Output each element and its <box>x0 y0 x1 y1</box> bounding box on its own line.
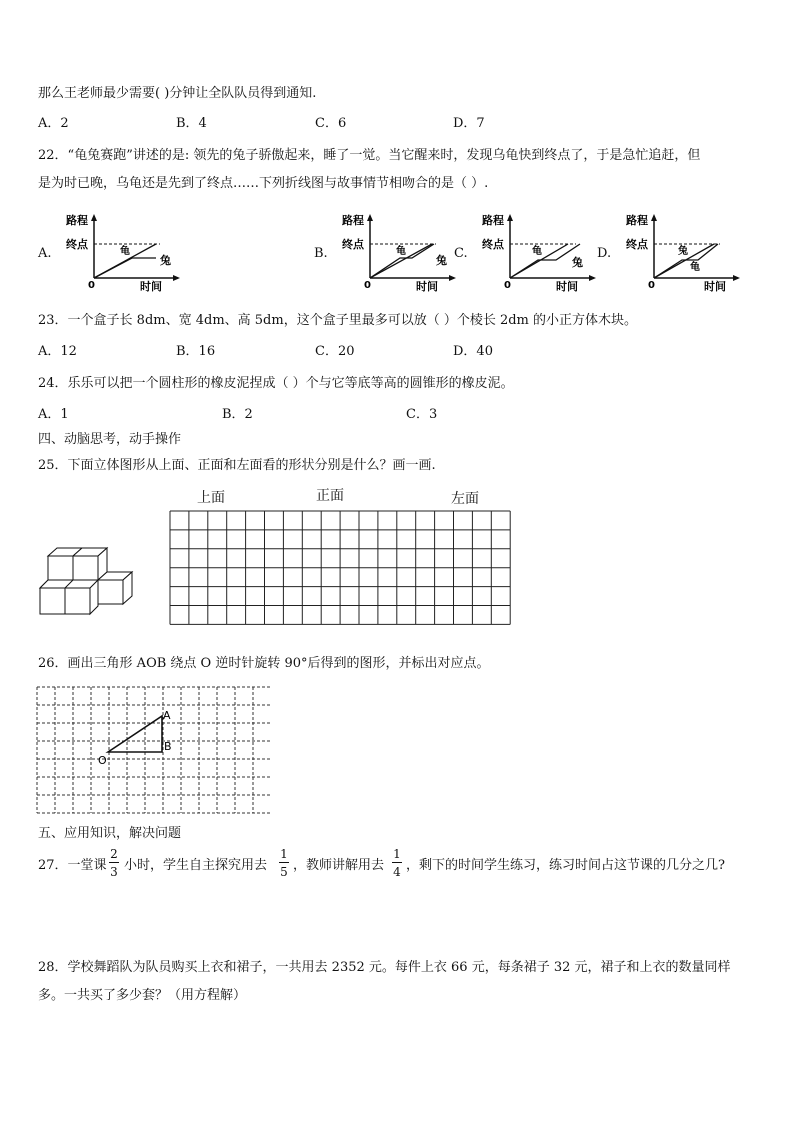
point-b-label: B <box>164 740 172 753</box>
q28-line1: 28．学校舞蹈队为队员购买上衣和裙子，一共用去 2352 元。每件上衣 66 元，每条裙子 32 元，裙子和上衣的数量同样 <box>38 960 731 975</box>
graph-a-tortoise: 龟 <box>120 246 130 257</box>
q23-option-d[interactable]: D．40 <box>453 344 493 359</box>
graph-a-origin: 0 <box>88 280 95 291</box>
point-a-label: A <box>163 709 171 722</box>
graph-c-finish: 终点 <box>482 238 504 251</box>
q27-frac3-den: 4 <box>393 865 401 879</box>
graph-c-rabbit: 兔 <box>572 256 583 269</box>
graph-b-xlabel: 时间 <box>416 280 438 293</box>
graph-c-tortoise: 龟 <box>532 246 542 257</box>
q22-graph-d <box>620 210 740 294</box>
q27-frac2-bar <box>279 862 289 863</box>
q27-part4: ，剩下的时间学生练习，练习时间占这节课的几分之几? <box>406 858 725 873</box>
q21-option-a[interactable]: A．2 <box>38 116 69 131</box>
q22-line1: 22．“龟兔赛跑”讲述的是: 领先的兔子骄傲起来，睡了一觉。当它醒来时，发现乌龟快到终点了，于是急忙追赶，但 <box>38 148 701 163</box>
triangle-aob <box>108 716 162 752</box>
graph-a-xlabel: 时间 <box>140 280 162 293</box>
q23-option-c[interactable]: C．20 <box>315 344 355 359</box>
q22-graph-b <box>336 210 456 294</box>
graph-d-xlabel: 时间 <box>704 280 726 293</box>
q22-option-a-label[interactable]: A. <box>38 246 52 261</box>
section-5-title: 五、应用知识，解决问题 <box>38 826 182 841</box>
q27-part3: ，教师讲解用去 <box>293 858 385 873</box>
q23-option-a[interactable]: A．12 <box>38 344 77 359</box>
q25-drawing-grid[interactable] <box>169 510 512 640</box>
q24-option-b[interactable]: B．2 <box>222 407 253 422</box>
q22-option-c-label[interactable]: C. <box>454 246 468 261</box>
q26-rotation-grid[interactable] <box>36 686 270 818</box>
graph-c-ylabel: 路程 <box>482 214 504 227</box>
point-o-label: O <box>98 754 107 767</box>
q27-part2: 小时，学生自主探究用去 <box>124 858 268 873</box>
q25-view-front: 正面 <box>316 488 344 504</box>
q23-option-b[interactable]: B．16 <box>176 344 216 359</box>
q21-option-d[interactable]: D．7 <box>453 116 485 131</box>
q25-stem: 25．下面立体图形从上面、正面和左面看的形状分别是什么？画一画. <box>38 458 436 473</box>
graph-d-tortoise: 龟 <box>690 262 700 273</box>
q27-frac2-num: 1 <box>280 847 288 861</box>
q24-option-a[interactable]: A．1 <box>38 407 69 422</box>
q25-view-top: 上面 <box>197 490 225 506</box>
graph-b-origin: 0 <box>364 280 371 291</box>
q28-line2: 多。一共买了多少套？（用方程解） <box>38 988 247 1003</box>
q25-cube-stack <box>38 546 138 618</box>
q21-option-b[interactable]: B．4 <box>176 116 207 131</box>
section-4-title: 四、动脑思考，动手操作 <box>38 432 182 447</box>
graph-b-ylabel: 路程 <box>342 214 364 227</box>
graph-d-finish: 终点 <box>626 238 648 251</box>
graph-b-rabbit: 兔 <box>436 254 447 267</box>
q22-option-d-label[interactable]: D. <box>597 246 612 261</box>
q27-frac1-den: 3 <box>110 865 118 879</box>
q27-frac3-bar <box>392 862 402 863</box>
q27-frac2-den: 5 <box>280 865 288 879</box>
graph-c-origin: 0 <box>504 280 511 291</box>
q24-stem: 24．乐乐可以把一个圆柱形的橡皮泥捏成（ ）个与它等底等高的圆锥形的橡皮泥。 <box>38 376 514 391</box>
q27-frac3-num: 1 <box>393 847 401 861</box>
q22-option-b-label[interactable]: B. <box>314 246 328 261</box>
q21-option-c[interactable]: C．6 <box>315 116 347 131</box>
graph-a-ylabel: 路程 <box>66 214 88 227</box>
graph-b-finish: 终点 <box>342 238 364 251</box>
q23-stem: 23．一个盒子长 8dm、宽 4dm、高 5dm，这个盒子里最多可以放（ ）个棱长 2dm 的小正方体木块。 <box>38 313 638 328</box>
q22-line2: 是为时已晚，乌龟还是先到了终点……下列折线图与故事情节相吻合的是（ ）. <box>38 176 489 191</box>
graph-c-xlabel: 时间 <box>556 280 578 293</box>
graph-d-rabbit: 兔 <box>678 246 688 257</box>
q26-stem: 26．画出三角形 AOB 绕点 O 逆时针旋转 90°后得到的图形，并标出对应点。 <box>38 656 490 671</box>
graph-b-tortoise: 龟 <box>396 246 406 257</box>
graph-d-ylabel: 路程 <box>626 214 648 227</box>
q25-view-left: 左面 <box>451 491 479 507</box>
q27-part1: 27．一堂课 <box>38 858 107 873</box>
q22-graph-a <box>60 210 180 294</box>
q22-graph-c <box>476 210 596 294</box>
graph-a-finish: 终点 <box>66 238 88 251</box>
q21-stem: 那么王老师最少需要( )分钟让全队队员得到通知. <box>38 86 317 101</box>
graph-a-rabbit: 兔 <box>160 254 171 267</box>
graph-d-origin: 0 <box>648 280 655 291</box>
q24-option-c[interactable]: C．3 <box>406 407 438 422</box>
q27-frac1-bar <box>109 862 119 863</box>
q27-frac1-num: 2 <box>110 847 118 861</box>
